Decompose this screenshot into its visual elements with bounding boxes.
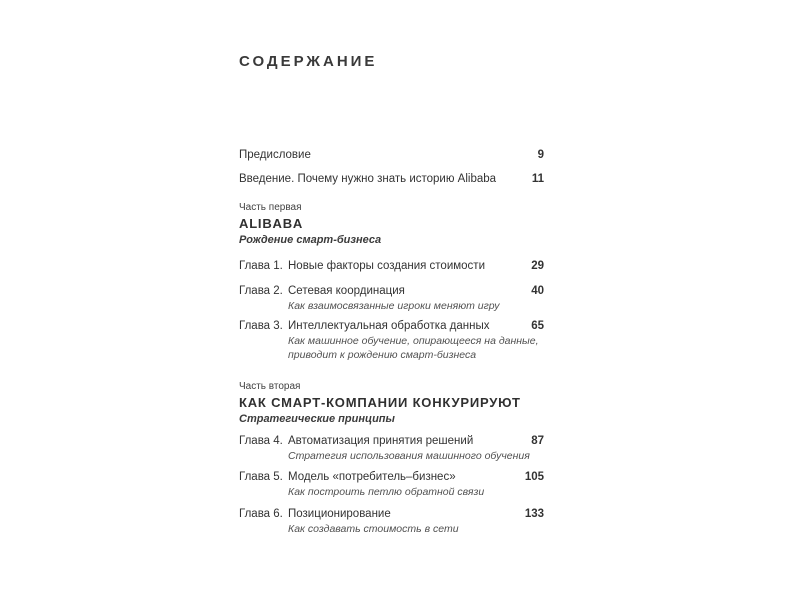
page-title: СОДЕРЖАНИЕ [239, 53, 378, 70]
chapter-subtitle-line: Как создавать стоимость в сети [288, 523, 459, 535]
chapter-label: Глава 3. [239, 320, 283, 332]
chapter-label: Глава 2. [239, 285, 283, 297]
chapter-subtitle-line: приводит к рождению смарт-бизнеса [288, 349, 477, 361]
part-subtitle: Рождение смарт-бизнеса [239, 234, 382, 246]
part-kicker: Часть вторая [239, 381, 301, 392]
chapter-label: Глава 1. [239, 260, 283, 272]
chapter-label: Глава 6. [239, 508, 283, 520]
chapter-subtitle-line: Стратегия использования машинного обучения [288, 450, 530, 462]
part-title: ALIBABA [239, 216, 304, 231]
entry-page: 11 [531, 173, 544, 185]
chapter-row [239, 433, 544, 449]
chapter-title: Позиционирование [288, 508, 391, 520]
chapter-title: Новые факторы создания стоимости [288, 260, 485, 272]
chapter-label: Глава 5. [239, 471, 283, 483]
chapter-row [239, 283, 544, 299]
toc-content-block [239, 0, 544, 600]
chapter-label: Глава 4. [239, 435, 283, 447]
chapter-row [239, 469, 544, 485]
chapter-page: 87 [531, 435, 544, 447]
toc-entry-preface [239, 147, 544, 163]
chapter-row [239, 318, 544, 334]
chapter-row [239, 506, 544, 522]
part-subtitle: Стратегические принципы [239, 413, 395, 425]
toc-entry-introduction [239, 171, 544, 187]
part-title: КАК СМАРТ-КОМПАНИИ КОНКУРИРУЮТ [239, 395, 521, 410]
chapter-page: 40 [531, 285, 544, 297]
chapter-subtitle-line: Как построить петлю обратной связи [288, 486, 485, 498]
entry-title: Предисловие [239, 149, 311, 161]
entry-page: 9 [537, 149, 544, 161]
chapter-subtitle-line: Как взаимосвязанные игроки меняют игру [288, 300, 500, 312]
chapter-subtitle-line: Как машинное обучение, опирающееся на данные, [288, 335, 539, 347]
chapter-row [239, 258, 544, 274]
chapter-page: 65 [531, 320, 544, 332]
chapter-title: Модель «потребитель–бизнес» [288, 471, 456, 483]
entry-title: Введение. Почему нужно знать историю Alibaba [239, 173, 497, 185]
chapter-title: Автоматизация принятия решений [288, 435, 474, 447]
chapter-title: Сетевая координация [288, 285, 405, 297]
chapter-title: Интеллектуальная обработка данных [288, 320, 490, 332]
chapter-page: 29 [531, 260, 544, 272]
chapter-page: 105 [524, 471, 544, 483]
chapter-page: 133 [524, 508, 544, 520]
part-kicker: Часть первая [239, 202, 302, 213]
